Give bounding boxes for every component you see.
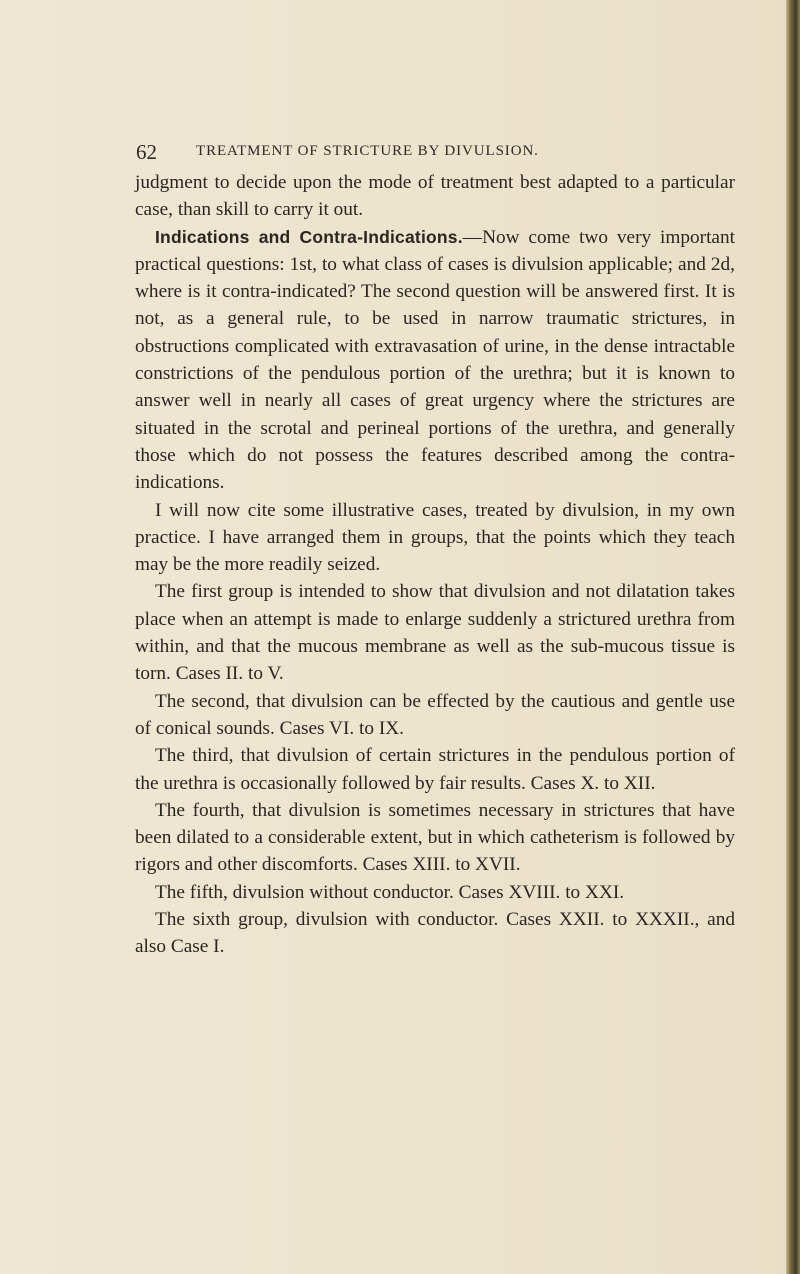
paragraph <box>135 797 735 879</box>
paragraph <box>135 224 735 497</box>
paragraph <box>135 879 735 906</box>
paragraph-text: —Now come two very important practical questions: 1st, to what class of cases is divulsion applicable; and 2d, where is it contra-indicated? The second question will be answered first. It is not, as a general rule, to be used in narrow traumatic strictures, in obstructions complicated with extravasation of urine, in the dense intractable constrictions of the pendulous portion of the urethra; but it is known to answer well in nearly all cases of great urgency where the strictures are situated in the scrotal and perineal portions of the urethra, and generally those which do not possess the features described among the contra-indications. <box>135 226 735 494</box>
paragraph-text: The fourth, that divulsion is sometimes necessary in strictures that have been dilated to a considerable extent, but in which catheterism is followed by rigors and other discomforts. Cases XIII. to XVII. <box>135 799 735 876</box>
paragraph <box>135 742 735 797</box>
page-header <box>136 140 756 169</box>
body-text <box>135 169 735 961</box>
paragraph-text: judgment to decide upon the mode of treatment best adapted to a particular case, than skill to carry it out. <box>135 172 735 221</box>
paragraph <box>135 688 735 743</box>
paragraph-text: The sixth group, divulsion with conductor. Cases XXII. to XXXII., and also Case I. <box>135 909 735 958</box>
paragraph <box>135 497 735 579</box>
paragraph <box>135 169 735 224</box>
paragraph <box>135 906 735 961</box>
section-heading: Indications and Contra-Indications. <box>155 226 463 247</box>
paragraph-text: The second, that divulsion can be effected by the cautious and gentle use of conical sounds. Cases VI. to IX. <box>135 690 735 739</box>
page-number: 62 <box>136 140 157 164</box>
page-spine-edge <box>786 0 800 1274</box>
paragraph-text: I will now cite some illustrative cases, treated by divulsion, in my own practice. I have arranged them in groups, that the points which they teach may be the more readily seized. <box>135 499 735 576</box>
paragraph-text: The fifth, divulsion without conductor. Cases XVIII. to XXI. <box>155 881 625 903</box>
paragraph-text: The first group is intended to show that divulsion and not dilatation takes place when an attempt is made to enlarge suddenly a strictured urethra from within, and that the mucous membrane as well as the sub-mucous tissue is torn. Cases II. to V. <box>135 581 735 685</box>
paragraph-text: The third, that divulsion of certain strictures in the pendulous portion of the urethra is occasionally followed by fair results. Cases X. to XII. <box>135 745 735 794</box>
paragraph <box>135 578 735 687</box>
running-head: TREATMENT OF STRICTURE BY DIVULSION. <box>196 143 539 159</box>
